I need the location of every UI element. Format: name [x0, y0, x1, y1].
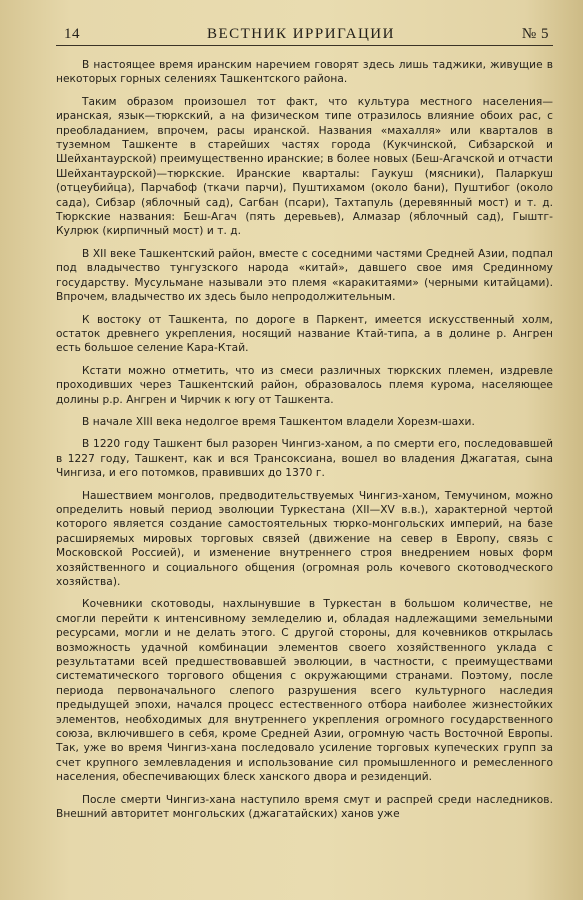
paragraph: В XII веке Ташкентский район, вместе с соседними частями Средней Азии, подпал под владычество тунгузского народа «китай», давшего свое имя Срединному государству. Мусульмане называли это племя «каракитаями» (черными китайцами). Впрочем, владычество их здесь было непродолжительным. [56, 247, 553, 304]
paragraph: Кстати можно отметить, что из смеси различных тюркских племен, издревле проходивших через Ташкентский район, образовалось племя курома, населяющее долины р.р. Ангрен и Чирчик к югу от Ташкента. [56, 364, 553, 406]
article-body [56, 58, 553, 822]
paragraph: К востоку от Ташкента, по дороге в Паркент, имеется искусственный холм, остаток древнего укрепления, носящий название Ктай-типа, а в долине р. Ангрен есть большое селение Кара-Ктай. [56, 313, 553, 355]
paragraph: В 1220 году Ташкент был разорен Чингиз-ханом, а по смерти его, последовавшей в 1227 году, Ташкент, как и вся Трансоксиана, вошел во владения Джагатая, сына Чингиза, и его потомков, правивших до 1370 г. [56, 438, 553, 480]
issue-number: № 5 [521, 26, 549, 42]
paragraph: Кочевники скотоводы, нахлынувшие в Туркестан в большом количестве, не смогли перейти к интенсивному земледелию и, обладая надлежащими земельными ресурсами, могли и не делать этого. С другой стороны, для кочевников открылась возможность удачной комбинации элементов своего хозяйственного уклада с результатами всей предшествовавшей эволюции, в частности, с преимуществами систематического торгового общения с окружающими странами. Поэтому, после периода первоначального слепого разрушения всего культурного наследия предыдущей эпохи, начался процесс естественного отбора наиболее жизнестойких элементов, необходимых для внутреннего укрепления огромного государственного союза, включившего в себя, кроме Средней Азии, огромную часть Восточной Европы. Так, уже во время Чингиз-хана последовало усиление торговых купеческих групп за счет крупного землевладения и использование сил промышленного и ремесленного населения, обеспечивающих блеск ханского двора и резиденций. [56, 598, 553, 784]
paragraph: Нашествием монголов, предводительствуемых Чингиз-ханом, Темучином, можно определить новый период эволюции Туркестана (XII—XV в.в.), характерной чертой которого является создание самостоятельных тюрко-монгольских империй, на базе расширяемых мировых торговых связей (движение на север в Европу, связь с Московской Россией), и изменение внутреннего строя внедрением новых форм хозяйственного и социального общения (огромная роль кочевого скотоводческого хозяйства). [56, 489, 553, 588]
page-number: 14 [64, 26, 80, 42]
paragraph: В настоящее время иранским наречием говорят здесь лишь таджики, живущие в некоторых горных селениях Ташкентского района. [56, 59, 553, 86]
journal-title: ВЕСТНИК ИРРИГАЦИИ [206, 26, 395, 42]
paragraph: В начале XIII века недолгое время Ташкентом владели Хорезм-шахи. [82, 415, 475, 428]
paragraph: Таким образом произошел тот факт, что культура местного населения—иранская, язык—тюркский, а на физическом типе отразилось влияние обоих рас, с преобладанием, впрочем, расы иранской. Названия «махалля» или кварталов в туземном Ташкенте в старейших частях города (Кукчинской, Сибзарской и Шейхантаурской) преимущественно иранские; в более новых (Беш-Агачской и отчасти Шейхантаурской)—тюркские. Иранские кварталы: Гаукуш (мясники), Паларкуш (отцеубийца), Парчабоф (ткачи парчи), Пуштихамом (около бани), Пуштибог (около сада), Сибзар (яблочный сад), Сагбан (псари), Тахтапуль (деревянный мост) и т. д. Тюркские названия: Беш-Агач (пять деревьев), Алмазар (яблочный сад), Гыштг-Кулрюк (кирпичный мост) и т. д. [56, 95, 553, 238]
page-header [56, 26, 553, 46]
paragraph: После смерти Чингиз-хана наступило время смут и распрей среди наследников. Внешний авторитет монгольских (джагатайских) ханов уже [56, 793, 553, 821]
